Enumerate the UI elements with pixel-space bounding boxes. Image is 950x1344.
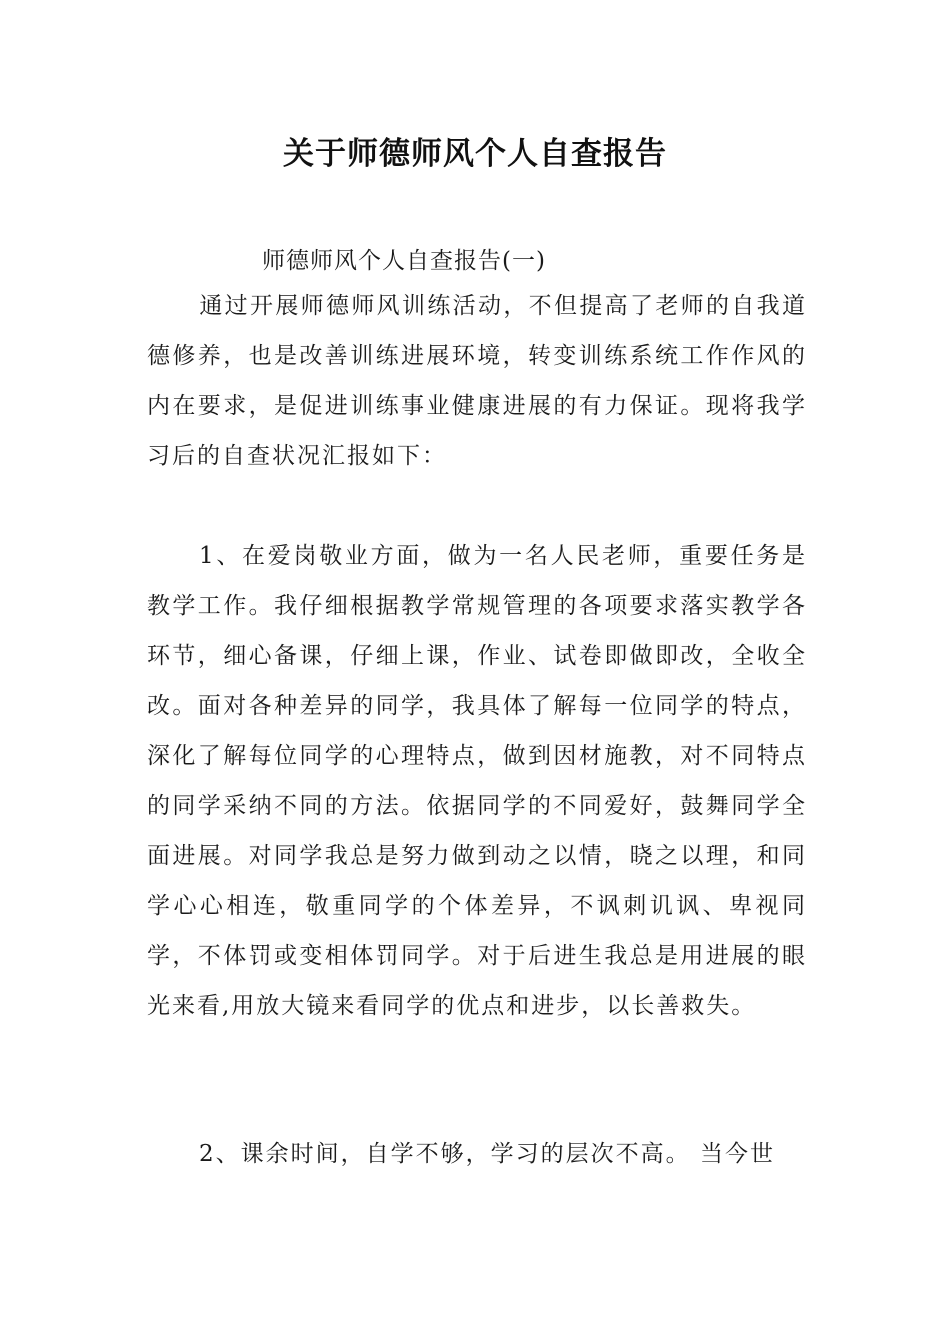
document-title: 关于师德师风个人自查报告 [283, 136, 667, 172]
paragraph-item-2 [147, 1129, 807, 1179]
document-subtitle: 师德师风个人自查报告(一) [262, 248, 546, 274]
paragraph-item-2-text: 2、课余时间，自学不够，学习的层次不高。 当今世 [199, 1141, 775, 1167]
paragraph-intro [147, 281, 807, 481]
paragraph-intro-text: 通过开展师德师风训练活动，不但提高了老师的自我道德修养，也是改善训练进展环境，转变训练系统工作作风的内在要求，是促进训练事业健康进展的有力保证。现将我学习后的自查状况汇报如下： [147, 293, 807, 469]
paragraph-item-1-text: 1、在爱岗敬业方面，做为一名人民老师，重要任务是教学工作。我仔细根据教学常规管理的各项要求落实教学各环节，细心备课，仔细上课，作业、试卷即做即改，全收全改。面对各种差异的同学，我具体了解每一位同学的特点，深化了解每位同学的心理特点，做到因材施教，对不同特点的同学采纳不同的方法。依据同学的不同爱好，鼓舞同学全面进展。对同学我总是努力做到动之以情，晓之以理，和同学心心相连，敬重同学的个体差异，不讽刺讥讽、卑视同学，不体罚或变相体罚同学。对于后进生我总是用进展的眼光来看,用放大镜来看同学的优点和进步，以长善救失。 [147, 543, 807, 1019]
paragraph-item-1 [147, 531, 807, 1031]
